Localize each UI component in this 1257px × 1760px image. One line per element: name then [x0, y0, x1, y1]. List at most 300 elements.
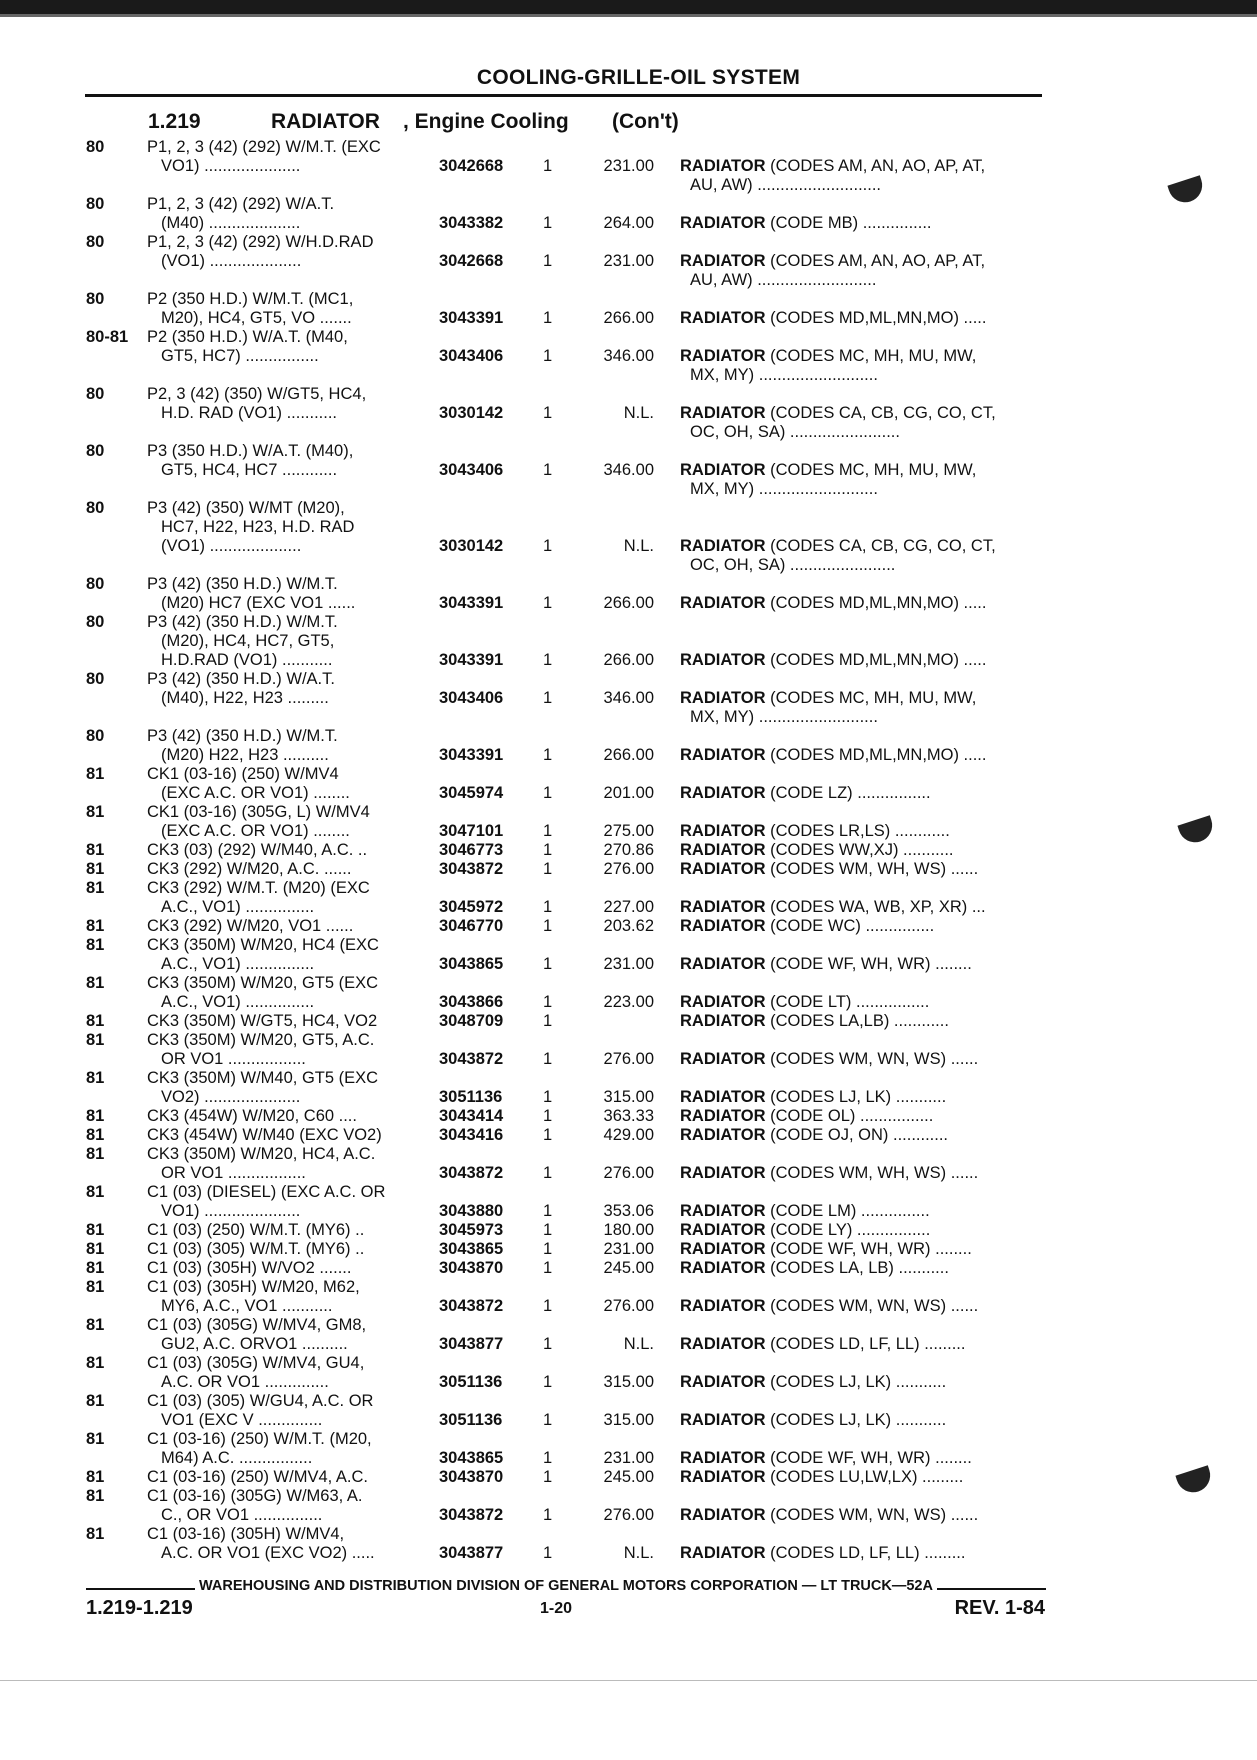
- application-description: OR VO1 .................: [161, 1050, 306, 1068]
- application-description: C1 (03-16) (250) W/M.T. (M20,: [147, 1430, 372, 1448]
- model-year: 81: [86, 841, 105, 859]
- section-number: 1.219: [148, 110, 201, 133]
- price: 266.00: [603, 651, 654, 669]
- application-description: C1 (03) (305G) W/MV4, GM8,: [147, 1316, 367, 1334]
- quantity: 1: [543, 461, 553, 479]
- part-number: 3043391: [439, 651, 504, 669]
- part-name: RADIATOR: [680, 1088, 766, 1106]
- part-number: 3045972: [439, 898, 504, 916]
- part-description: RADIATOR (CODES MD,ML,MN,MO) .....: [680, 746, 987, 764]
- price: 346.00: [603, 347, 654, 365]
- footer-division-text: WAREHOUSING AND DISTRIBUTION DIVISION OF GENERAL MOTORS CORPORATION — LT TRUCK—52A: [195, 1578, 937, 1594]
- entry-line: [0, 1050, 1257, 1069]
- application-description: CK1 (03-16) (305G, L) W/MV4: [147, 803, 370, 821]
- model-year: 81: [86, 1012, 105, 1030]
- price: 346.00: [603, 461, 654, 479]
- application-description: H.D. RAD (VO1) ...........: [161, 404, 338, 422]
- price: 203.62: [603, 917, 654, 935]
- entry-line: [0, 1259, 1257, 1278]
- part-name: RADIATOR: [680, 1373, 766, 1391]
- entry-line: [0, 917, 1257, 936]
- application-description: HC7, H22, H23, H.D. RAD: [161, 518, 355, 536]
- part-number: 3048709: [439, 1012, 504, 1030]
- entry-line: [0, 176, 1257, 195]
- entry-line: [0, 936, 1257, 955]
- parts-list: [0, 138, 1257, 1563]
- part-number: 3043391: [439, 594, 504, 612]
- part-description: MX, MY) ..........................: [690, 708, 878, 726]
- part-number: 3043877: [439, 1335, 504, 1353]
- part-description: RADIATOR (CODES MD,ML,MN,MO) .....: [680, 309, 987, 327]
- model-year: 81: [86, 1259, 105, 1277]
- part-number: 3051136: [439, 1411, 503, 1429]
- quantity: 1: [543, 1335, 553, 1353]
- entry-line: [0, 1468, 1257, 1487]
- application-description: (M20) H22, H23 ..........: [161, 746, 329, 764]
- part-description: RADIATOR (CODE LT) ................: [680, 993, 930, 1011]
- entry-line: [0, 1430, 1257, 1449]
- part-name: RADIATOR: [680, 1240, 766, 1258]
- quantity: 1: [543, 1164, 553, 1182]
- part-number: 3045973: [439, 1221, 504, 1239]
- part-number: 3043872: [439, 1506, 504, 1524]
- entry-line: [0, 1088, 1257, 1107]
- quantity: 1: [543, 1506, 553, 1524]
- entry-line: [0, 841, 1257, 860]
- part-name: RADIATOR: [680, 537, 766, 555]
- application-description: CK3 (454W) W/M20, C60 ....: [147, 1107, 357, 1125]
- part-number: 3043406: [439, 347, 504, 365]
- part-entry: [0, 974, 1257, 1012]
- application-description: A.C. OR VO1 ..............: [161, 1373, 329, 1391]
- model-year: 81: [86, 1525, 105, 1543]
- entry-line: [0, 157, 1257, 176]
- part-entry: [0, 385, 1257, 442]
- model-year: 81: [86, 1126, 105, 1144]
- part-number: 3043406: [439, 461, 504, 479]
- application-description: P1, 2, 3 (42) (292) W/H.D.RAD: [147, 233, 374, 251]
- entry-line: [0, 632, 1257, 651]
- price: 315.00: [603, 1088, 654, 1106]
- quantity: 1: [543, 651, 553, 669]
- application-description: (VO1) ....................: [161, 252, 302, 270]
- part-entry: [0, 1145, 1257, 1183]
- quantity: 1: [543, 860, 553, 878]
- application-description: (EXC A.C. OR VO1) ........: [161, 822, 350, 840]
- price: 276.00: [603, 1050, 654, 1068]
- part-number: 3051136: [439, 1088, 503, 1106]
- price: N.L.: [623, 1335, 654, 1353]
- part-entry: [0, 1487, 1257, 1525]
- price: 231.00: [603, 955, 654, 973]
- part-entry: [0, 1278, 1257, 1316]
- part-entry: [0, 328, 1257, 385]
- model-year: 80: [86, 385, 105, 403]
- price: 245.00: [603, 1468, 654, 1486]
- entry-line: [0, 480, 1257, 499]
- part-entry: [0, 575, 1257, 613]
- price: 227.00: [603, 898, 654, 916]
- part-name: RADIATOR: [680, 252, 766, 270]
- part-number: 3043872: [439, 1297, 504, 1315]
- part-description: RADIATOR (CODE WF, WH, WR) ........: [680, 1240, 972, 1258]
- part-description: RADIATOR (CODES LD, LF, LL) .........: [680, 1544, 966, 1562]
- part-entry: [0, 1069, 1257, 1107]
- quantity: 1: [543, 784, 553, 802]
- part-name: RADIATOR: [680, 347, 766, 365]
- application-description: CK3 (292) W/M.T. (M20) (EXC: [147, 879, 370, 897]
- application-description: GT5, HC4, HC7 ............: [161, 461, 338, 479]
- model-year: 81: [86, 803, 105, 821]
- part-description: RADIATOR (CODE OL) ................: [680, 1107, 934, 1125]
- part-description: RADIATOR (CODES LJ, LK) ...........: [680, 1411, 947, 1429]
- part-entry: [0, 1031, 1257, 1069]
- part-description: RADIATOR (CODES CA, CB, CG, CO, CT,: [680, 404, 996, 422]
- part-name: RADIATOR: [680, 404, 766, 422]
- quantity: 1: [543, 822, 553, 840]
- part-entry: [0, 1259, 1257, 1278]
- price: 353.06: [603, 1202, 654, 1220]
- part-name: RADIATOR: [680, 1164, 766, 1182]
- footer-revision: REV. 1-84: [954, 1597, 1045, 1619]
- part-number: 3043865: [439, 1240, 504, 1258]
- entry-line: [0, 138, 1257, 157]
- price: 315.00: [603, 1411, 654, 1429]
- application-description: (EXC A.C. OR VO1) ........: [161, 784, 350, 802]
- entry-line: [0, 1487, 1257, 1506]
- part-entry: [0, 1126, 1257, 1145]
- part-entry: [0, 1221, 1257, 1240]
- model-year: 81: [86, 765, 105, 783]
- entry-line: [0, 1373, 1257, 1392]
- application-description: CK3 (350M) W/M20, GT5, A.C.: [147, 1031, 375, 1049]
- entry-line: [0, 1354, 1257, 1373]
- model-year: 81: [86, 1031, 105, 1049]
- part-description: RADIATOR (CODES LA,LB) ............: [680, 1012, 949, 1030]
- part-name: RADIATOR: [680, 1221, 766, 1239]
- part-description: RADIATOR (CODES WM, WH, WS) ......: [680, 860, 979, 878]
- quantity: 1: [543, 214, 553, 232]
- price: 429.00: [603, 1126, 654, 1144]
- quantity: 1: [543, 1373, 553, 1391]
- part-description: RADIATOR (CODE WF, WH, WR) ........: [680, 1449, 972, 1467]
- quantity: 1: [543, 1240, 553, 1258]
- part-number: 3043870: [439, 1259, 504, 1277]
- application-description: (VO1) ....................: [161, 537, 302, 555]
- part-entry: [0, 442, 1257, 499]
- part-description: RADIATOR (CODES LA, LB) ...........: [680, 1259, 949, 1277]
- application-description: C1 (03) (305H) W/VO2 .......: [147, 1259, 352, 1277]
- part-description: RADIATOR (CODES WW,XJ) ...........: [680, 841, 954, 859]
- part-number: 3043877: [439, 1544, 504, 1562]
- part-description: AU, AW) ..........................: [690, 271, 877, 289]
- model-year: 81: [86, 1487, 105, 1505]
- part-number: 3043872: [439, 1050, 504, 1068]
- application-description: (M20), HC4, HC7, GT5,: [161, 632, 335, 650]
- part-description: RADIATOR (CODE LM) ...............: [680, 1202, 930, 1220]
- quantity: 1: [543, 594, 553, 612]
- application-description: P2, 3 (42) (350) W/GT5, HC4,: [147, 385, 367, 403]
- part-entry: [0, 917, 1257, 936]
- entry-line: [0, 898, 1257, 917]
- quantity: 1: [543, 1297, 553, 1315]
- part-name: RADIATOR: [680, 955, 766, 973]
- price: 223.00: [603, 993, 654, 1011]
- entry-line: [0, 1411, 1257, 1430]
- part-description: RADIATOR (CODE LY) ................: [680, 1221, 931, 1239]
- part-name: RADIATOR: [680, 1544, 766, 1562]
- price: N.L.: [623, 537, 654, 555]
- model-year: 81: [86, 1069, 105, 1087]
- part-number: 3046773: [439, 841, 504, 859]
- quantity: 1: [543, 1411, 553, 1429]
- application-description: (M20) HC7 (EXC VO1 ......: [161, 594, 356, 612]
- entry-line: [0, 1126, 1257, 1145]
- application-description: CK3 (292) W/M20, A.C. ......: [147, 860, 352, 878]
- application-description: C., OR VO1 ...............: [161, 1506, 323, 1524]
- application-description: VO1 (EXC V ..............: [161, 1411, 323, 1429]
- part-number: 3043872: [439, 1164, 504, 1182]
- price: 180.00: [603, 1221, 654, 1239]
- application-description: C1 (03) (250) W/M.T. (MY6) ..: [147, 1221, 365, 1239]
- entry-line: [0, 233, 1257, 252]
- part-number: 3042668: [439, 157, 504, 175]
- part-description: RADIATOR (CODES MC, MH, MU, MW,: [680, 461, 977, 479]
- model-year: 81: [86, 1430, 105, 1448]
- entry-line: [0, 1202, 1257, 1221]
- part-number: 3043870: [439, 1468, 504, 1486]
- part-entry: [0, 841, 1257, 860]
- footer-page-number: 1-20: [540, 1600, 573, 1617]
- quantity: 1: [543, 309, 553, 327]
- part-entry: [0, 1012, 1257, 1031]
- part-number: 3043391: [439, 746, 504, 764]
- application-description: C1 (03) (305G) W/MV4, GU4,: [147, 1354, 365, 1372]
- application-description: C1 (03) (305H) W/M20, M62,: [147, 1278, 360, 1296]
- model-year: 81: [86, 1316, 105, 1334]
- entry-line: [0, 347, 1257, 366]
- price: 264.00: [603, 214, 654, 232]
- application-description: (M40), H22, H23 .........: [161, 689, 329, 707]
- part-description: RADIATOR (CODES LD, LF, LL) .........: [680, 1335, 966, 1353]
- part-entry: [0, 727, 1257, 765]
- entry-line: [0, 195, 1257, 214]
- application-description: P3 (350 H.D.) W/A.T. (M40),: [147, 442, 354, 460]
- application-description: A.C., VO1) ...............: [161, 898, 315, 916]
- part-description: RADIATOR (CODES MC, MH, MU, MW,: [680, 689, 977, 707]
- part-description: RADIATOR (CODES LU,LW,LX) .........: [680, 1468, 964, 1486]
- application-description: C1 (03) (DIESEL) (EXC A.C. OR: [147, 1183, 386, 1201]
- price: 270.86: [603, 841, 654, 859]
- part-number: 3043866: [439, 993, 504, 1011]
- application-description: P1, 2, 3 (42) (292) W/A.T.: [147, 195, 335, 213]
- price: 276.00: [603, 1164, 654, 1182]
- application-description: CK3 (454W) W/M40 (EXC VO2): [147, 1126, 382, 1144]
- entry-line: [0, 328, 1257, 347]
- application-description: P3 (42) (350) W/MT (M20),: [147, 499, 345, 517]
- entry-line: [0, 461, 1257, 480]
- footer-section-range: 1.219-1.219: [86, 1597, 193, 1619]
- model-year: 80: [86, 195, 105, 213]
- model-year: 80: [86, 575, 105, 593]
- part-name: RADIATOR: [680, 1202, 766, 1220]
- part-name: RADIATOR: [680, 689, 766, 707]
- application-description: P3 (42) (350 H.D.) W/A.T.: [147, 670, 335, 688]
- part-entry: [0, 765, 1257, 803]
- price: 231.00: [603, 1240, 654, 1258]
- entry-line: [0, 1316, 1257, 1335]
- entry-line: [0, 518, 1257, 537]
- model-year: 80: [86, 233, 105, 251]
- entry-line: [0, 651, 1257, 670]
- entry-line: [0, 746, 1257, 765]
- part-number: 3043382: [439, 214, 504, 232]
- part-description: RADIATOR (CODE OJ, ON) ............: [680, 1126, 948, 1144]
- application-description: GU2, A.C. ORVO1 ..........: [161, 1335, 348, 1353]
- model-year: 81: [86, 974, 105, 992]
- part-description: RADIATOR (CODES LJ, LK) ...........: [680, 1088, 947, 1106]
- part-entry: [0, 1354, 1257, 1392]
- part-entry: [0, 613, 1257, 670]
- price: 266.00: [603, 309, 654, 327]
- entry-line: [0, 974, 1257, 993]
- part-name: RADIATOR: [680, 1297, 766, 1315]
- entry-line: [0, 1335, 1257, 1354]
- entry-line: [0, 1506, 1257, 1525]
- part-number: 3043865: [439, 1449, 504, 1467]
- entry-line: [0, 822, 1257, 841]
- part-description: RADIATOR (CODES WM, WN, WS) ......: [680, 1506, 979, 1524]
- part-number: 3047101: [439, 822, 504, 840]
- part-number: 3043416: [439, 1126, 504, 1144]
- section-continued: (Con't): [612, 110, 679, 133]
- part-entry: [0, 499, 1257, 575]
- model-year: 81: [86, 1107, 105, 1125]
- part-entry: [0, 195, 1257, 233]
- model-year: 81: [86, 1145, 105, 1163]
- quantity: 1: [543, 898, 553, 916]
- application-description: H.D.RAD (VO1) ...........: [161, 651, 333, 669]
- part-entry: [0, 879, 1257, 917]
- part-name: RADIATOR: [680, 461, 766, 479]
- part-name: RADIATOR: [680, 214, 766, 232]
- quantity: 1: [543, 689, 553, 707]
- part-name: RADIATOR: [680, 1259, 766, 1277]
- model-year: 80-81: [86, 328, 129, 346]
- model-year: 81: [86, 1240, 105, 1258]
- quantity: 1: [543, 1544, 553, 1562]
- part-entry: [0, 138, 1257, 195]
- price: 346.00: [603, 689, 654, 707]
- entry-line: [0, 1449, 1257, 1468]
- scan-top-border: [0, 0, 1257, 14]
- quantity: 1: [543, 917, 553, 935]
- part-entry: [0, 936, 1257, 974]
- part-name: RADIATOR: [680, 917, 766, 935]
- model-year: 80: [86, 670, 105, 688]
- part-entry: [0, 1240, 1257, 1259]
- part-entry: [0, 1430, 1257, 1468]
- entry-line: [0, 613, 1257, 632]
- entry-line: [0, 765, 1257, 784]
- entry-line: [0, 423, 1257, 442]
- model-year: 80: [86, 138, 105, 156]
- part-number: 3030142: [439, 537, 504, 555]
- part-name: RADIATOR: [680, 651, 766, 669]
- part-entry: [0, 233, 1257, 290]
- application-description: OR VO1 .................: [161, 1164, 306, 1182]
- application-description: CK3 (292) W/M20, VO1 ......: [147, 917, 354, 935]
- part-description: RADIATOR (CODES LJ, LK) ...........: [680, 1373, 947, 1391]
- entry-line: [0, 1183, 1257, 1202]
- quantity: 1: [543, 157, 553, 175]
- price: 315.00: [603, 1373, 654, 1391]
- application-description: A.C., VO1) ...............: [161, 993, 315, 1011]
- entry-line: [0, 955, 1257, 974]
- part-number: 3043414: [439, 1107, 504, 1125]
- model-year: 81: [86, 936, 105, 954]
- entry-line: [0, 499, 1257, 518]
- quantity: 1: [543, 993, 553, 1011]
- application-description: P1, 2, 3 (42) (292) W/M.T. (EXC: [147, 138, 381, 156]
- part-description: MX, MY) ..........................: [690, 366, 878, 384]
- part-name: RADIATOR: [680, 1050, 766, 1068]
- application-description: VO2) .....................: [161, 1088, 301, 1106]
- price: 201.00: [603, 784, 654, 802]
- quantity: 1: [543, 746, 553, 764]
- part-description: RADIATOR (CODES WM, WN, WS) ......: [680, 1050, 979, 1068]
- model-year: 81: [86, 1278, 105, 1296]
- price: 276.00: [603, 1297, 654, 1315]
- quantity: 1: [543, 537, 553, 555]
- part-description: RADIATOR (CODES MD,ML,MN,MO) .....: [680, 651, 987, 669]
- model-year: 80: [86, 613, 105, 631]
- entry-line: [0, 1069, 1257, 1088]
- quantity: 1: [543, 1012, 553, 1030]
- part-description: RADIATOR (CODES AM, AN, AO, AP, AT,: [680, 252, 986, 270]
- part-description: RADIATOR (CODES AM, AN, AO, AP, AT,: [680, 157, 986, 175]
- application-description: CK3 (350M) W/GT5, HC4, VO2: [147, 1012, 378, 1030]
- part-entry: [0, 1392, 1257, 1430]
- part-description: RADIATOR (CODES WM, WH, WS) ......: [680, 1164, 979, 1182]
- price: 231.00: [603, 1449, 654, 1467]
- part-name: RADIATOR: [680, 1449, 766, 1467]
- entry-line: [0, 689, 1257, 708]
- application-description: VO1) .....................: [161, 157, 301, 175]
- model-year: 81: [86, 879, 105, 897]
- entry-line: [0, 1012, 1257, 1031]
- part-entry: [0, 670, 1257, 727]
- application-description: P2 (350 H.D.) W/M.T. (MC1,: [147, 290, 354, 308]
- part-description: MX, MY) ..........................: [690, 480, 878, 498]
- part-name: RADIATOR: [680, 1506, 766, 1524]
- quantity: 1: [543, 1088, 553, 1106]
- part-name: RADIATOR: [680, 993, 766, 1011]
- entry-line: [0, 1544, 1257, 1563]
- entry-line: [0, 385, 1257, 404]
- entry-line: [0, 1240, 1257, 1259]
- entry-line: [0, 1164, 1257, 1183]
- price: N.L.: [623, 1544, 654, 1562]
- model-year: 81: [86, 1221, 105, 1239]
- part-entry: [0, 1468, 1257, 1487]
- part-description: RADIATOR (CODE LZ) ................: [680, 784, 931, 802]
- part-name: RADIATOR: [680, 157, 766, 175]
- entry-line: [0, 1221, 1257, 1240]
- application-description: M20), HC4, GT5, VO .......: [161, 309, 352, 327]
- entry-line: [0, 1525, 1257, 1544]
- entry-line: [0, 708, 1257, 727]
